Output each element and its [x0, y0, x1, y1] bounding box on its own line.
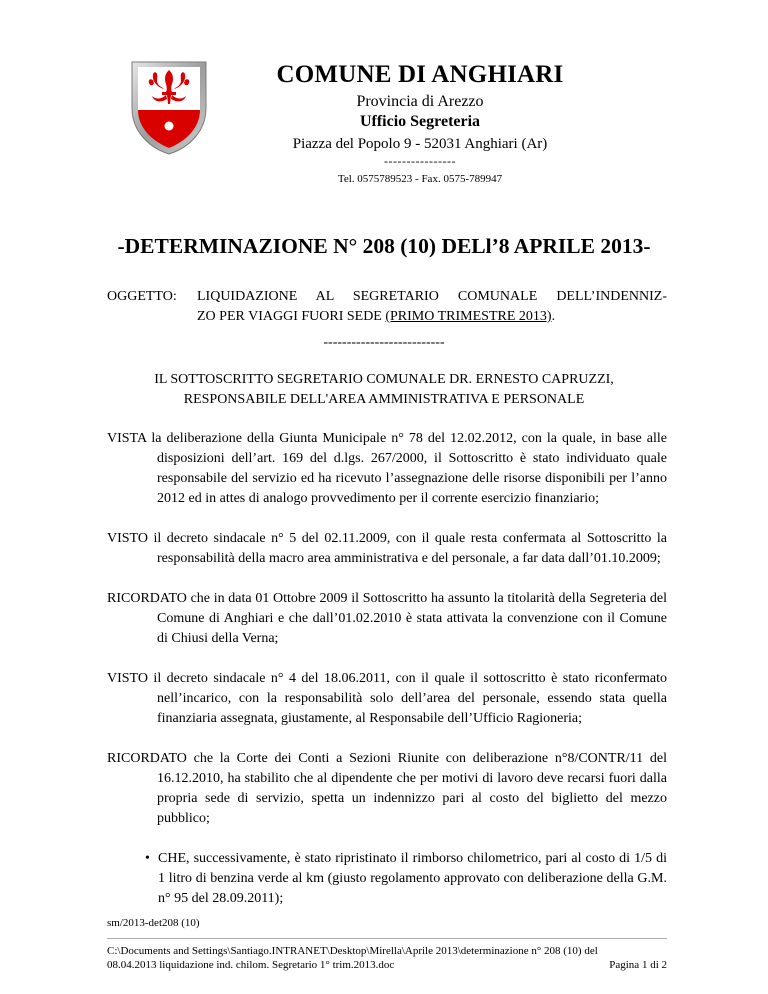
document-body	[107, 429, 667, 909]
signatory-intro	[0, 370, 768, 410]
contact-numbers: Tel. 0575789523 - Fax. 0575-789947	[337, 173, 503, 185]
section-separator: --------------------------	[323, 335, 445, 350]
subject-line-1: LIQUIDAZIONE AL SEGRETARIO COMUNALE DELL’INDENNIZ-	[197, 289, 667, 304]
signatory-line-1: IL SOTTOSCRITTO SEGRETARIO COMUNALE DR. ERNESTO CAPRUZZI,	[154, 372, 614, 387]
subject-block	[107, 287, 667, 327]
bullet-text: CHE, successivamente, è stato ripristinato il rimborso chilometrico, pari al costo di 1/5 di 1 litro di benzina verde al km (giusto regolamento approvato con deliberazione della G.M. n° 95 del 28.09.2011);	[158, 851, 667, 906]
file-path-line-1: C:\Documents and Settings\Santiago.INTRANET\Desktop\Mirella\Aprile 2013\determinazione n° 208 (10) del	[107, 945, 598, 957]
file-path-line-2: 08.04.2013 liquidazione ind. chilom. Segretario 1° trim.2013.doc	[107, 959, 395, 971]
bullet-paragraph	[107, 849, 667, 909]
determination-title: -DETERMINAZIONE N° 208 (10) DELl’8 APRILE 2013-	[117, 234, 651, 258]
subject-period-end: .	[551, 309, 556, 324]
paragraph: VISTO il decreto sindacale n° 5 del 02.11.2009, con il quale resta confermata al Sottoscritto la responsabilità della macro area amministrativa e del personale, a far data dall’01.10.2009;	[107, 531, 667, 566]
municipality-name: COMUNE DI ANGHIARI	[276, 61, 564, 88]
subject-line-2: ZO PER VIAGGI FUORI SEDE	[197, 309, 386, 324]
letterhead	[200, 60, 640, 186]
footer-divider	[107, 938, 667, 939]
header-divider: ----------------	[384, 154, 456, 168]
subject-text	[197, 287, 667, 327]
file-path-footer	[107, 944, 667, 972]
address: Piazza del Popolo 9 - 52031 Anghiari (Ar)	[292, 136, 548, 152]
office-name: Ufficio Segreteria	[359, 113, 481, 130]
signatory-line-2: RESPONSABILE DELL'AREA AMMINISTRATIVA E PERSONALE	[183, 392, 585, 407]
paragraph: RICORDATO che la Corte dei Conti a Sezioni Riunite con deliberazione n°8/CONTR/11 del 16.12.2010, ha stabilito che al dipendente che per motivi di lavoro deve recarsi fuori dalla propria sede di servizio, spetta un indennizzo pari al costo del biglietto del mezzo pubblico;	[107, 751, 667, 826]
paragraph: VISTA la deliberazione della Giunta Municipale n° 78 del 12.02.2012, con la quale, in base alle disposizioni dell’art. 169 del d.lgs. 267/2000, il Sottoscritto è stato individuato quale responsabile del servizio ed ha ricevuto l’assegnazione delle risorse disponibili per l’anno 2012 ed in attes di analogo provvedimento per il corrente esercizio finanziario;	[107, 431, 667, 506]
bullet-icon: •	[145, 851, 150, 866]
paragraph: RICORDATO che in data 01 Ottobre 2009 il Sottoscritto ha assunto la titolarità della Segreteria del Comune di Anghiari e che dall’01.02.2010 è stata attivata la convenzione con il Comune di Chiusi della Verna;	[107, 591, 667, 646]
document-reference: sm/2013-det208 (10)	[107, 917, 200, 929]
subject-period: (PRIMO TRIMESTRE 2013)	[385, 309, 552, 324]
paragraph: VISTO il decreto sindacale n° 4 del 18.06.2011, con il quale il sottoscritto è stato riconfermato nell’incarico, con la responsabilità solo dell’area del personale, essendo stata quella finanziaria assegnata, giustamente, al Responsabile dell’Ufficio Ragioneria;	[107, 671, 667, 726]
page-number: Pagina 1 di 2	[609, 959, 667, 971]
subject-label: OGGETTO:	[107, 289, 177, 304]
province: Provincia di Arezzo	[356, 93, 484, 110]
